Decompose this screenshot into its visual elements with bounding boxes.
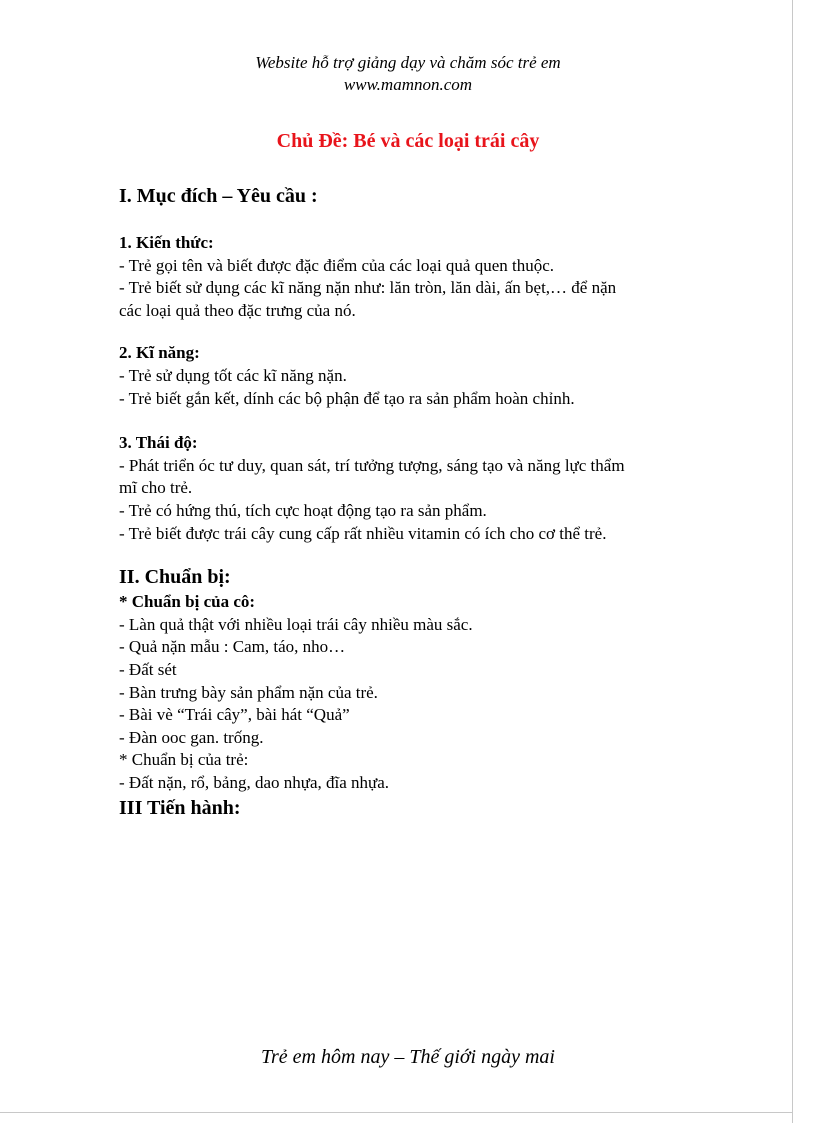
page-header [0, 52, 816, 96]
teacher-prep-heading: * Chuẩn bị của cô: [119, 592, 256, 612]
teacher-prep-line: - Đàn ooc gan. trống. [119, 727, 264, 747]
skills-heading: 2. Kĩ năng: [119, 343, 200, 363]
children-prep-line: - Đất nặn, rổ, bảng, dao nhựa, đĩa nhựa. [119, 772, 390, 792]
section-3-heading: III Tiến hành: [119, 797, 241, 820]
teacher-prep-line: - Quả nặn mẫu : Cam, táo, nho… [119, 637, 346, 657]
page-footer: Trẻ em hôm nay – Thế giới ngày mai [261, 1046, 555, 1068]
attitude-line: - Phát triển óc tư duy, quan sát, trí tưởng tượng, sáng tạo và năng lực thẩm [119, 455, 625, 475]
skills-line: - Trẻ biết gắn kết, dính các bộ phận để tạo ra sản phẩm hoàn chỉnh. [119, 388, 575, 408]
teacher-prep-line: - Đất sét [119, 659, 177, 679]
section-1-heading: I. Mục đích – Yêu cầu : [119, 185, 318, 207]
teacher-prep-line: - Bàn trưng bày sản phẩm nặn của trẻ. [119, 682, 378, 702]
document-title: Chủ Đề: Bé và các loại trái cây [276, 130, 540, 152]
header-url-line: www.mamnon.com [343, 75, 473, 94]
header-website-line: Website hỗ trợ giảng dạy và chăm sóc trẻ em [255, 53, 561, 72]
teacher-prep-line: - Bài vè “Trái cây”, bài hát “Quả” [119, 705, 350, 725]
knowledge-line: các loại quả theo đặc trưng của nó. [119, 300, 356, 320]
section-2-heading: II. Chuẩn bị: [119, 566, 231, 589]
document-body [119, 182, 719, 822]
knowledge-line: - Trẻ gọi tên và biết được đặc điểm của các loại quả quen thuộc. [119, 255, 555, 275]
page-border-right [792, 0, 793, 1123]
attitude-line: - Trẻ biết được trái cây cung cấp rất nhiều vitamin có ích cho cơ thể trẻ. [119, 523, 607, 543]
knowledge-line: - Trẻ biết sử dụng các kĩ năng nặn như: lăn tròn, lăn dài, ấn bẹt,… để nặn [119, 278, 617, 298]
attitude-line: - Trẻ có hứng thú, tích cực hoạt động tạo ra sản phẩm. [119, 500, 487, 520]
page-border-bottom [0, 1112, 793, 1113]
attitude-line: mĩ cho trẻ. [119, 478, 193, 498]
skills-line: - Trẻ sử dụng tốt các kĩ năng nặn. [119, 365, 347, 385]
knowledge-heading: 1. Kiến thức: [119, 233, 214, 252]
children-prep-heading: * Chuẩn bị của trẻ: [119, 750, 249, 770]
attitude-heading: 3. Thái độ: [119, 433, 198, 453]
teacher-prep-line: - Làn quả thật với nhiều loại trái cây nhiều màu sắc. [119, 614, 473, 634]
